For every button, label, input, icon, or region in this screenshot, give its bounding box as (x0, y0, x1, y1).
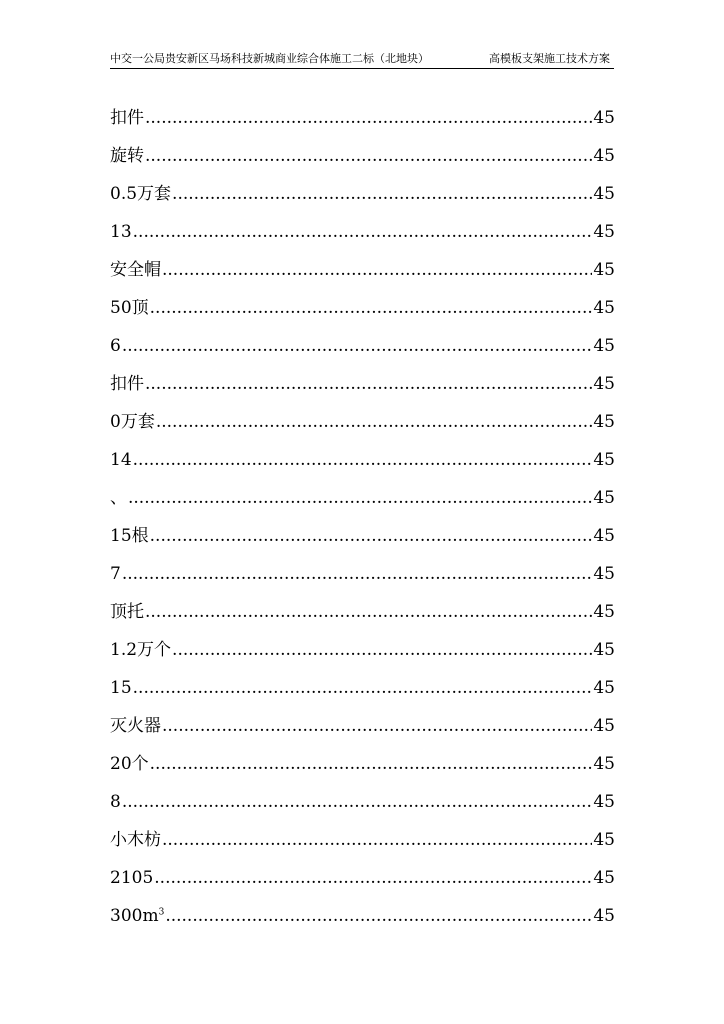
toc-entry-page: 45 (593, 792, 615, 812)
toc-entry-label: 2105 (110, 868, 154, 888)
table-of-contents (110, 99, 615, 935)
toc-entry-page: 45 (593, 602, 615, 622)
superscript-exponent: 3 (158, 907, 165, 918)
toc-entry-label: 顶托 (110, 602, 144, 622)
toc-entry-label: 20个 (110, 754, 149, 774)
toc-entry[interactable] (110, 631, 615, 669)
toc-entry[interactable] (110, 897, 615, 935)
toc-leader-dots (122, 555, 593, 593)
toc-entry-page: 45 (593, 260, 615, 280)
toc-entry[interactable] (110, 137, 615, 175)
toc-entry-label: 7 (110, 564, 121, 584)
toc-entry-label: 扣件 (110, 108, 144, 128)
toc-entry[interactable] (110, 99, 615, 137)
toc-entry-page: 45 (593, 336, 615, 356)
toc-leader-dots (133, 441, 593, 479)
toc-entry[interactable] (110, 175, 615, 213)
toc-entry-page: 45 (593, 450, 615, 470)
toc-leader-dots (145, 593, 592, 631)
toc-entry[interactable] (110, 289, 615, 327)
toc-entry-page: 45 (593, 716, 615, 736)
toc-entry-page: 45 (593, 108, 615, 128)
toc-entry-label-text: 300m (110, 906, 159, 926)
toc-leader-dots (162, 251, 592, 289)
toc-leader-dots (156, 403, 593, 441)
toc-entry-label: 0.5万套 (110, 184, 172, 204)
toc-entry-page: 45 (593, 868, 615, 888)
toc-leader-dots (133, 213, 593, 251)
toc-entry-label: 15根 (110, 526, 149, 546)
toc-leader-dots (172, 175, 592, 213)
toc-entry[interactable] (110, 745, 615, 783)
toc-leader-dots (162, 821, 592, 859)
toc-entry[interactable] (110, 327, 615, 365)
toc-entry-label: 旋转 (110, 146, 144, 166)
toc-leader-dots (145, 99, 592, 137)
toc-entry-label: 15 (110, 678, 132, 698)
toc-entry-label: 13 (110, 222, 132, 242)
toc-entry[interactable] (110, 821, 615, 859)
toc-entry-label: 50顶 (110, 298, 149, 318)
toc-entry[interactable] (110, 365, 615, 403)
toc-entry-label: 14 (110, 450, 132, 470)
toc-leader-dots (145, 137, 592, 175)
toc-entry-page: 45 (593, 488, 615, 508)
toc-entry-label: 小木枋 (110, 830, 161, 850)
toc-entry-label: 、 (110, 488, 127, 508)
toc-entry[interactable] (110, 593, 615, 631)
toc-entry-page: 45 (593, 222, 615, 242)
toc-entry-page: 45 (593, 526, 615, 546)
toc-entry-page: 45 (593, 146, 615, 166)
toc-entry-label: 0万套 (110, 412, 155, 432)
toc-entry-page: 45 (593, 412, 615, 432)
toc-entry-label: 灭火器 (110, 716, 161, 736)
toc-entry-label: 6 (110, 336, 121, 356)
toc-leader-dots (122, 783, 593, 821)
toc-entry[interactable] (110, 707, 615, 745)
toc-entry-page: 45 (593, 184, 615, 204)
header-document-title: 高模板支架施工技术方案 (489, 52, 610, 65)
toc-entry-label: 8 (110, 792, 121, 812)
toc-entry-label: 1.2万个 (110, 640, 172, 660)
toc-leader-dots (145, 365, 592, 403)
toc-entry[interactable] (110, 555, 615, 593)
toc-entry-page: 45 (593, 298, 615, 318)
toc-entry[interactable] (110, 517, 615, 555)
toc-leader-dots (162, 707, 592, 745)
toc-entry[interactable] (110, 859, 615, 897)
toc-entry[interactable] (110, 479, 615, 517)
toc-leader-dots (128, 479, 592, 517)
toc-entry[interactable] (110, 441, 615, 479)
toc-leader-dots (150, 517, 593, 555)
toc-leader-dots (154, 859, 592, 897)
toc-entry-label (110, 897, 164, 935)
toc-leader-dots (122, 327, 593, 365)
toc-leader-dots (150, 745, 593, 783)
toc-leader-dots (165, 897, 592, 935)
toc-entry[interactable] (110, 669, 615, 707)
toc-entry[interactable] (110, 783, 615, 821)
toc-entry-page: 45 (593, 754, 615, 774)
toc-entry-label: 安全帽 (110, 260, 161, 280)
toc-entry-page: 45 (593, 564, 615, 584)
toc-entry-page: 45 (593, 640, 615, 660)
toc-leader-dots (172, 631, 592, 669)
toc-entry[interactable] (110, 213, 615, 251)
toc-entry-page: 45 (593, 906, 615, 926)
toc-entry[interactable] (110, 251, 615, 289)
toc-entry-page: 45 (593, 374, 615, 394)
toc-leader-dots (133, 669, 593, 707)
page-header (110, 50, 614, 69)
toc-leader-dots (150, 289, 593, 327)
toc-entry[interactable] (110, 403, 615, 441)
header-project-name: 中交一公局贵安新区马场科技新城商业综合体施工二标（北地块） (110, 52, 429, 65)
toc-entry-page: 45 (593, 830, 615, 850)
toc-entry-label: 扣件 (110, 374, 144, 394)
toc-entry-page: 45 (593, 678, 615, 698)
